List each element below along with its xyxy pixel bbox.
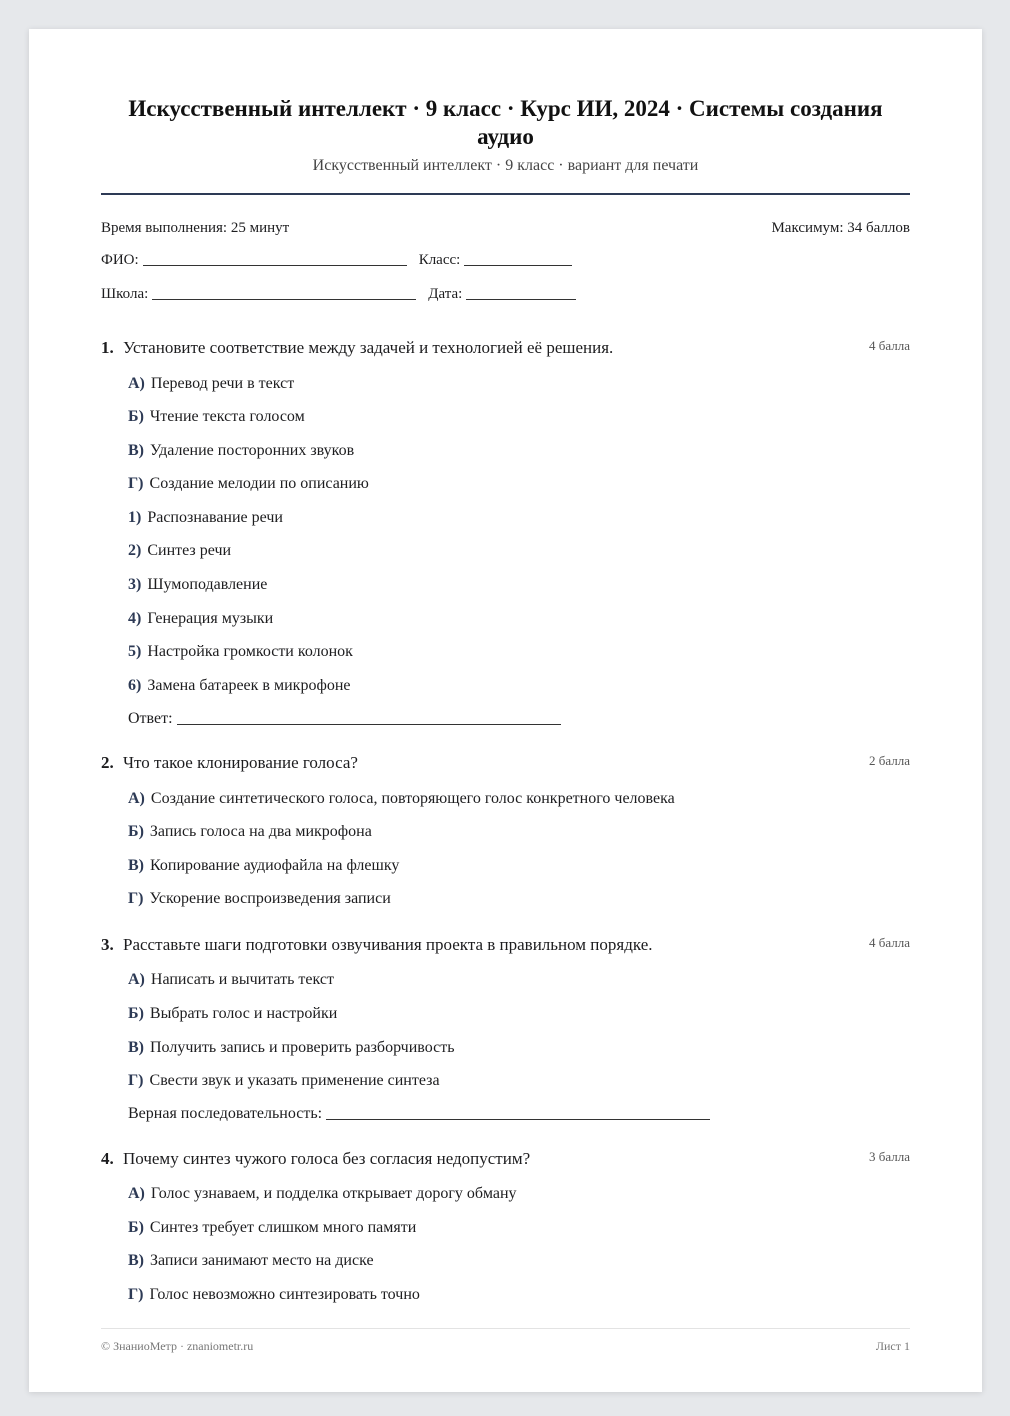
school-date-row [101,286,588,303]
option-item [128,609,273,629]
option-key: Б) [128,1005,144,1022]
option-item [128,575,267,595]
option-item [128,1218,416,1238]
meta-row [101,220,910,237]
option-text: Удаление посторонних звуков [150,442,355,459]
option-key: Б) [128,408,144,425]
date-label: Дата: [428,286,463,302]
option-item [128,789,675,809]
question-points: 2 балла [869,753,910,768]
question-2 [101,753,910,907]
option-key: 6) [128,677,142,694]
option-text: Запись голоса на два микрофона [149,823,372,840]
option-text: Перевод речи в текст [150,375,295,392]
option-key: 4) [128,610,142,627]
option-key: 1) [128,509,142,526]
option-text: Синтез требует слишком много памяти [149,1219,417,1236]
option-text: Замена батареек в микрофоне [147,677,351,694]
option-key: Б) [128,1219,144,1236]
option-key: В) [128,442,144,459]
question-number: 3. [101,935,114,954]
option-item [128,970,334,990]
option-item [128,1285,420,1305]
option-text: Выбрать голос и настройки [149,1005,338,1022]
option-item [128,474,369,494]
option-key: В) [128,1252,144,1269]
option-key: В) [128,1039,144,1056]
option-text: Записи занимают место на диске [150,1252,374,1269]
answer-row [128,710,573,728]
option-item [128,822,372,842]
time-limit: Время выполнения: 25 минут [101,220,290,236]
option-key: 5) [128,643,142,660]
option-item [128,1184,517,1204]
option-item [128,642,353,662]
option-item [128,1251,374,1271]
option-item [128,441,354,461]
question-text: Установите соответствие между задачей и технологией её решения. [123,338,614,357]
option-key: Г) [128,890,144,907]
option-key: Г) [128,1286,144,1303]
question-number: 2. [101,753,114,772]
header-divider [101,193,910,195]
option-item [128,1038,455,1058]
option-key: А) [128,1185,145,1202]
option-key: Б) [128,823,144,840]
question-header [101,753,910,773]
option-item [128,1071,440,1091]
option-text: Распознавание речи [147,509,283,526]
option-item [128,508,283,528]
option-key: В) [128,857,144,874]
question-4 [101,1149,910,1303]
option-text: Шумоподавление [147,576,268,593]
option-text: Создание мелодии по описанию [149,475,369,492]
question-points: 4 балла [869,338,910,353]
question-1 [101,338,910,727]
option-text: Копирование аудиофайла на флешку [150,857,400,874]
page-content [101,29,910,1392]
option-key: А) [128,971,145,988]
answer-field[interactable] [177,723,561,725]
option-text: Чтение текста голосом [149,408,305,425]
answer-label: Ответ: [128,710,173,727]
name-class-row [101,252,584,269]
school-field[interactable] [152,298,416,300]
page-subtitle: Искусственный интеллект · 9 класс · вариант для печати [312,157,699,174]
option-item [128,676,350,696]
option-text: Ускорение воспроизведения записи [149,890,391,907]
question-header [101,935,910,955]
option-key: Г) [128,1072,144,1089]
answer-field[interactable] [326,1118,710,1120]
class-field[interactable] [464,264,572,266]
option-item [128,374,294,394]
option-text: Написать и вычитать текст [150,971,334,988]
option-text: Голос невозможно синтезировать точно [149,1286,420,1303]
option-item [128,407,305,427]
worksheet-page [29,29,982,1392]
date-field[interactable] [466,298,576,300]
answer-label: Верная последовательность: [128,1105,323,1122]
option-key: 3) [128,576,142,593]
question-text: Что такое клонирование голоса? [123,753,358,772]
question-text: Почему синтез чужого голоса без согласия недопустим? [123,1149,531,1168]
option-key: Г) [128,475,144,492]
option-text: Генерация музыки [147,610,274,627]
answer-row [128,1105,722,1123]
footer-copyright: © ЗнаниоМетр · znaniometr.ru [101,1339,254,1353]
option-key: А) [128,375,145,392]
option-text: Голос узнаваем, и подделка открывает дорогу обману [150,1185,517,1202]
question-header [101,1149,910,1169]
footer-page-number: Лист 1 [875,1339,910,1353]
footer-divider [101,1328,910,1329]
option-text: Получить запись и проверить разборчивость [150,1039,455,1056]
option-item [128,1004,337,1024]
max-score: Максимум: 34 баллов [771,220,910,236]
option-key: 2) [128,542,142,559]
option-key: А) [128,790,145,807]
page-footer [101,1339,910,1354]
question-header [101,338,910,358]
question-number: 4. [101,1149,114,1168]
option-text: Свести звук и указать применение синтеза [149,1072,440,1089]
question-3 [101,935,910,1122]
question-points: 3 балла [869,1149,910,1164]
school-label: Школа: [101,286,149,302]
option-item [128,856,399,876]
page-title: Искусственный интеллект · 9 класс · Курс ИИ, 2024 · Системы создания аудио [128,96,883,149]
option-text: Синтез речи [147,542,232,559]
question-number: 1. [101,338,114,357]
question-points: 4 балла [869,935,910,950]
option-text: Создание синтетического голоса, повторяющего голос конкретного человека [150,790,675,807]
class-label: Класс: [418,252,461,268]
option-item [128,889,391,909]
question-text: Расставьте шаги подготовки озвучивания проекта в правильном порядке. [123,935,653,954]
fio-label: ФИО: [101,252,139,268]
option-item [128,541,231,561]
option-text: Настройка громкости колонок [147,643,353,660]
fio-field[interactable] [143,264,407,266]
